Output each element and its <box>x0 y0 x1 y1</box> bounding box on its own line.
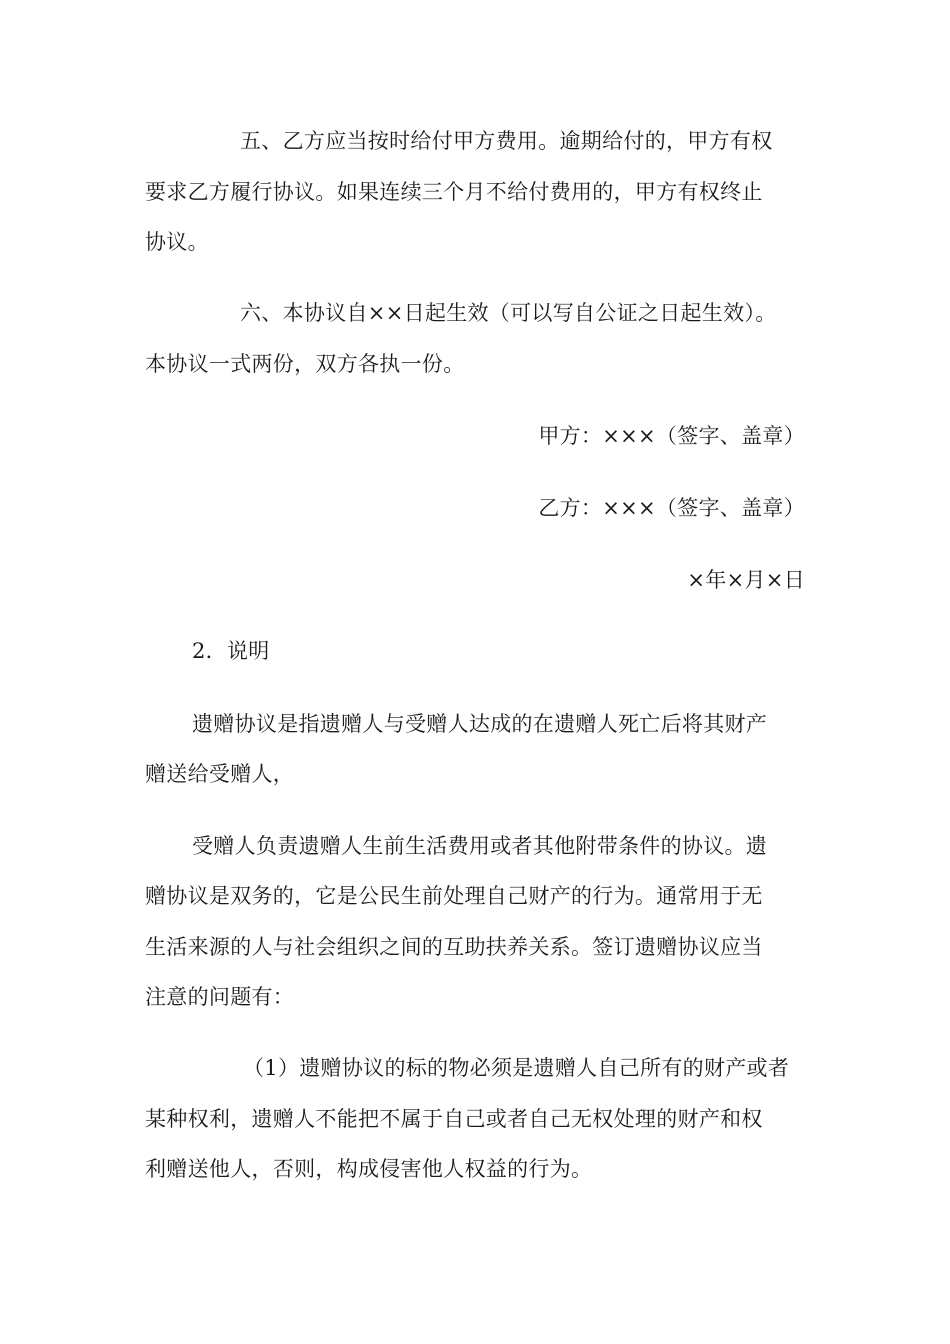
item-1-line-1: （1）遗赠协议的标的物必须是遗赠人自己所有的财产或者 <box>243 1056 790 1080</box>
party-b-signature: 乙方：×××（签字、盖章） <box>538 496 805 520</box>
clause-6-line-2: 本协议一式两份，双方各执一份。 <box>145 352 465 376</box>
clause-6-line-1: 六、本协议自××日起生效（可以写自公证之日起生效）。 <box>240 301 777 325</box>
signature-date: ×年×月×日 <box>687 568 805 592</box>
para-2-line-1: 受赠人负责遗赠人生前生活费用或者其他附带条件的协议。遗 <box>192 834 768 858</box>
clause-5-line-2: 要求乙方履行协议。如果连续三个月不给付费用的，甲方有权终止 <box>145 180 763 204</box>
party-a-signature: 甲方：×××（签字、盖章） <box>538 424 805 448</box>
item-1-line-3: 利赠送他人，否则，构成侵害他人权益的行为。 <box>145 1157 593 1181</box>
para-2-line-4: 注意的问题有： <box>145 985 295 1009</box>
item-1-line-2: 某种权利，遗赠人不能把不属于自己或者自己无权处理的财产和权 <box>145 1107 763 1131</box>
para-2-line-3: 生活来源的人与社会组织之间的互助扶养关系。签订遗赠协议应当 <box>145 935 763 959</box>
para-2-line-2: 赠协议是双务的，它是公民生前处理自己财产的行为。通常用于无 <box>145 884 763 908</box>
clause-5-line-1: 五、乙方应当按时给付甲方费用。逾期给付的，甲方有权 <box>240 129 773 153</box>
clause-5-line-3: 协议。 <box>145 230 209 254</box>
para-1-line-2: 赠送给受赠人， <box>145 762 295 786</box>
para-1-line-1: 遗赠协议是指遗赠人与受赠人达成的在遗赠人死亡后将其财产 <box>192 712 768 736</box>
section-2-heading: 2．说明 <box>192 639 270 663</box>
